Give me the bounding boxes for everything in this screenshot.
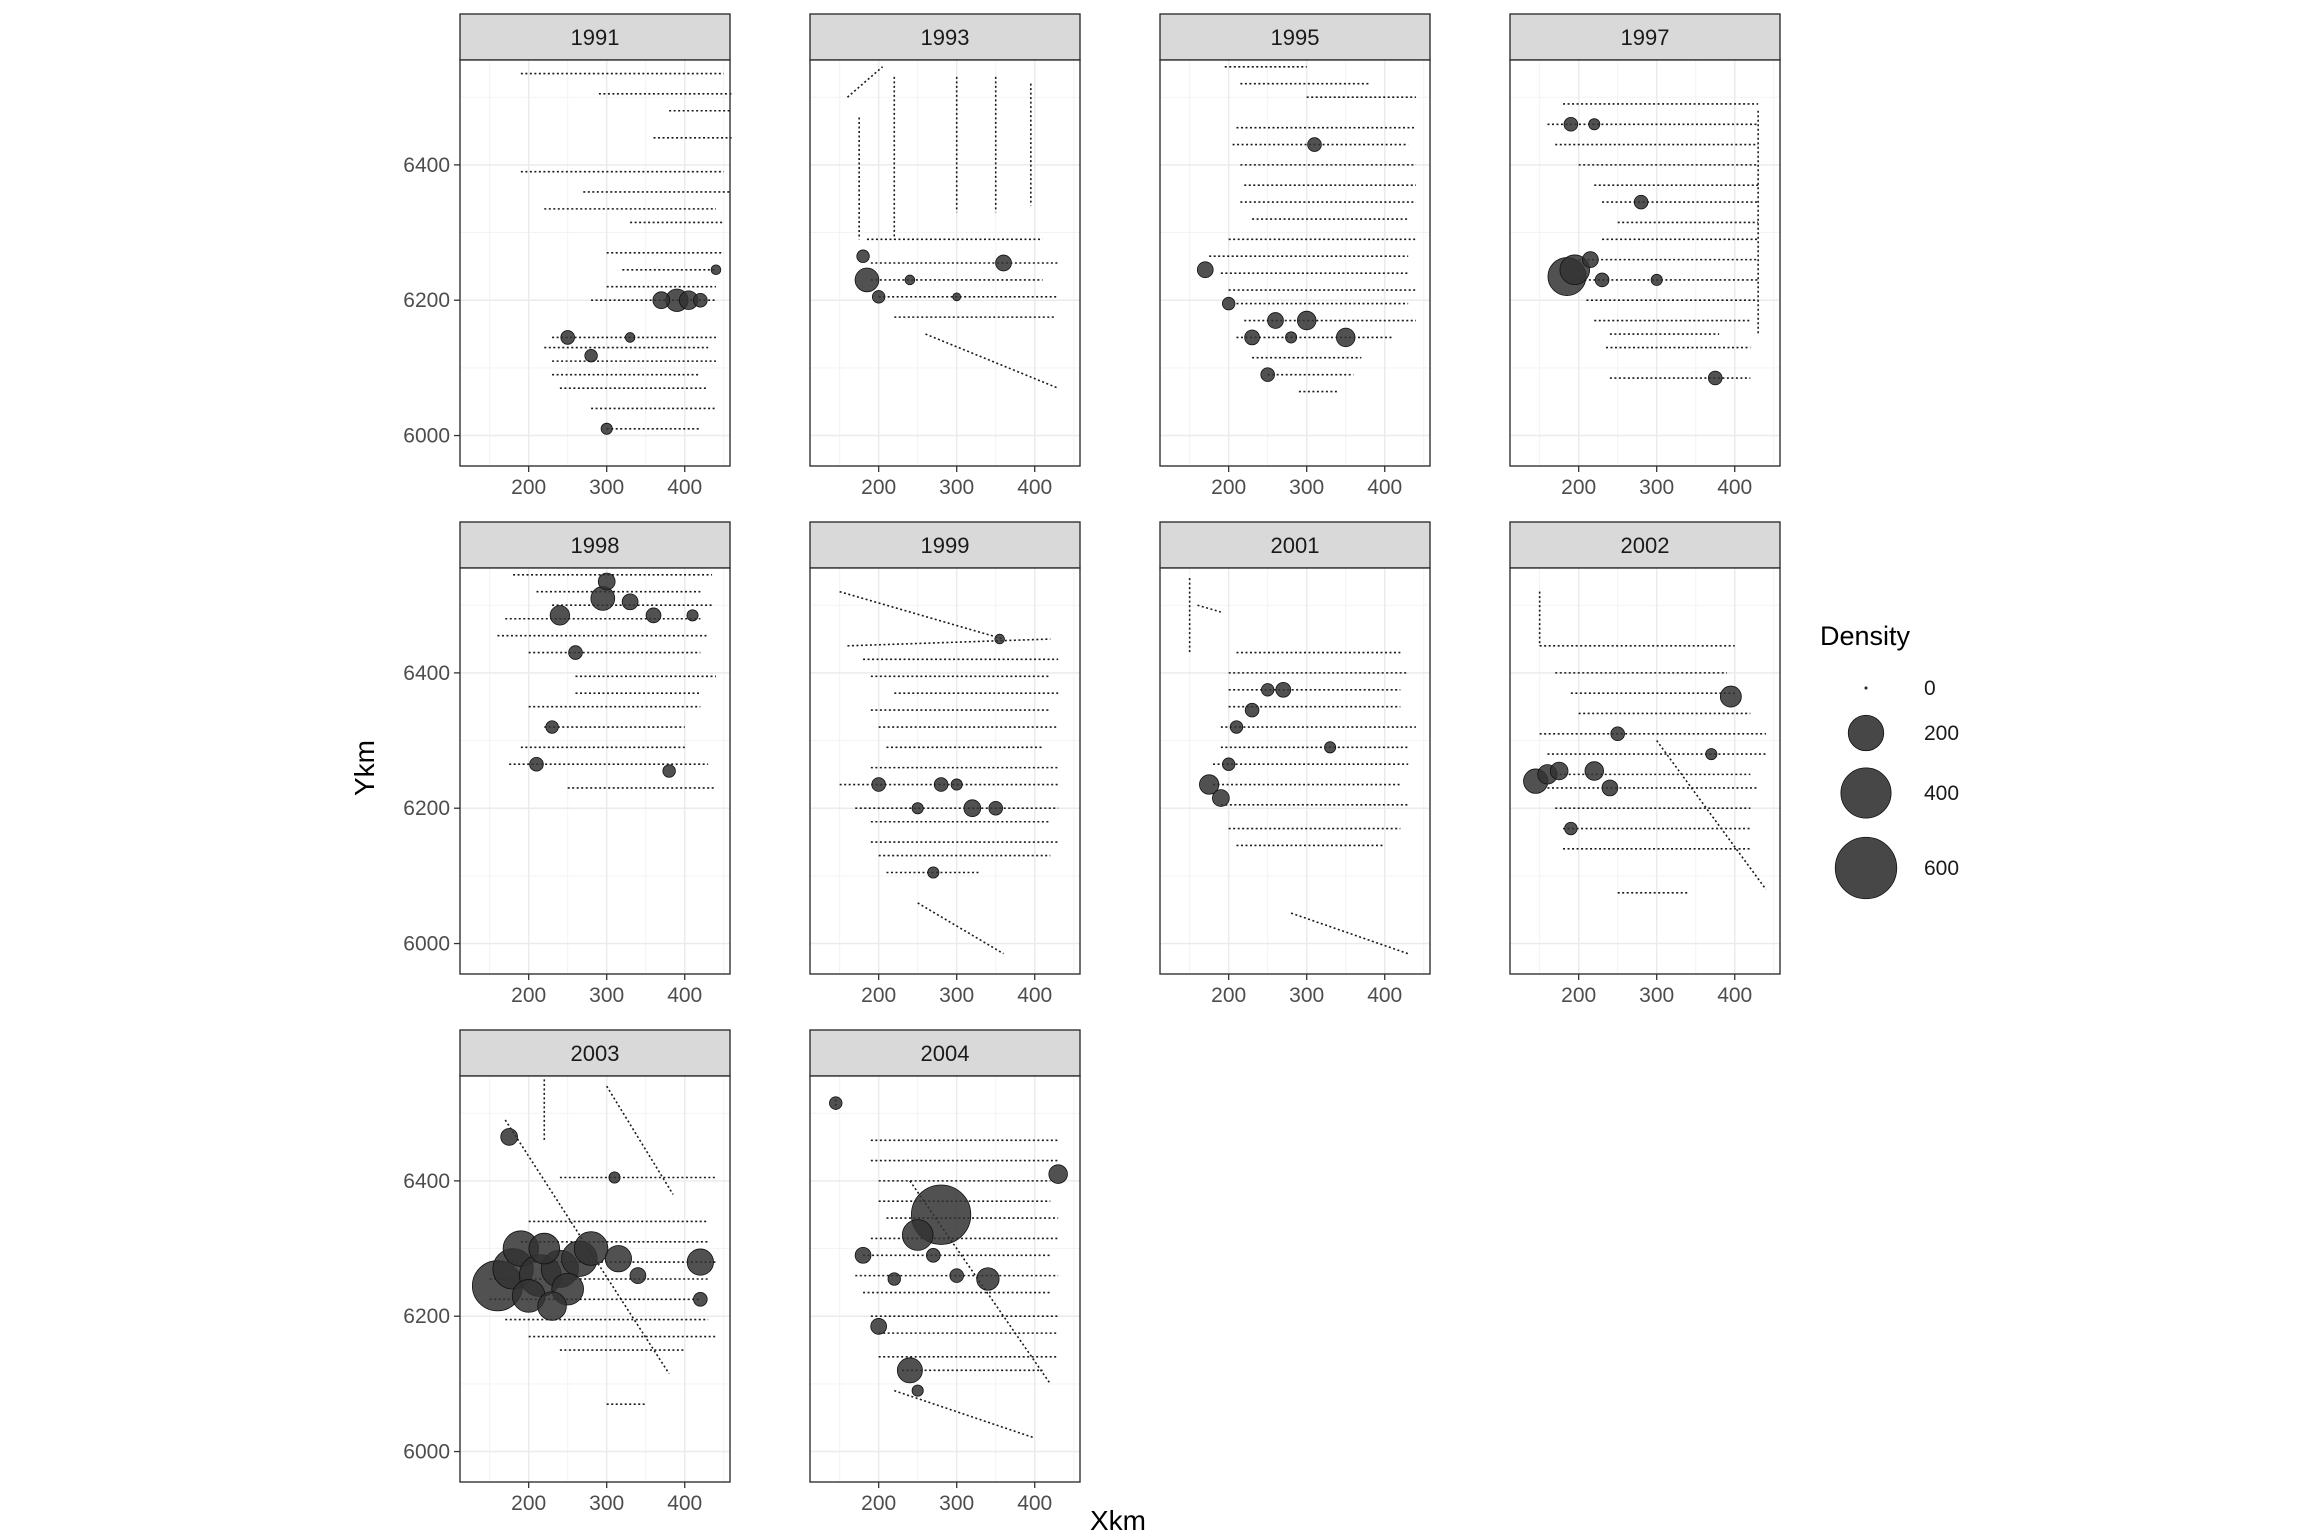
facet-panel-1997 (1510, 14, 1780, 499)
y-tick-label: 6400 (403, 1169, 450, 1193)
facet-panels (403, 14, 1780, 1515)
density-point (1230, 721, 1243, 734)
y-tick-label: 6200 (403, 797, 450, 821)
density-point (902, 1220, 933, 1251)
density-point (693, 293, 707, 307)
density-point (926, 1248, 940, 1262)
density-point (888, 1273, 901, 1286)
density-point (1634, 195, 1648, 209)
x-tick-label: 200 (1211, 476, 1247, 499)
density-point (855, 268, 879, 292)
density-point (550, 606, 569, 625)
x-tick-label: 300 (1289, 476, 1325, 499)
density-point (693, 1292, 707, 1306)
x-tick-label: 200 (1211, 984, 1247, 1007)
density-point (546, 721, 559, 734)
x-tick-label: 200 (1561, 476, 1597, 499)
density-point (646, 608, 661, 623)
facet-strip-label: 1999 (920, 533, 970, 558)
density-point (934, 778, 948, 792)
legend-key-label: 400 (1924, 782, 1960, 805)
density-point (574, 1232, 608, 1266)
facet-panel-1993 (810, 14, 1080, 499)
density-point (872, 778, 886, 792)
density-point (687, 1249, 713, 1275)
x-tick-label: 300 (939, 476, 975, 499)
density-point (601, 423, 612, 434)
density-point (711, 265, 721, 275)
density-point (1720, 686, 1741, 707)
x-tick-label: 400 (1717, 476, 1753, 499)
x-tick-label: 300 (1639, 984, 1675, 1007)
x-tick-label: 200 (511, 1492, 547, 1515)
density-point (630, 1268, 646, 1284)
x-tick-label: 300 (589, 1492, 625, 1515)
density-point (1706, 748, 1717, 759)
density-point (569, 646, 583, 660)
x-tick-label: 400 (1367, 984, 1403, 1007)
density-point (1325, 742, 1336, 753)
x-tick-label: 400 (1367, 476, 1403, 499)
density-point (1565, 822, 1578, 835)
density-point (928, 867, 939, 878)
density-point (1550, 762, 1568, 780)
legend (1820, 621, 1959, 899)
density-point (950, 1269, 964, 1283)
density-point (1276, 682, 1291, 697)
x-tick-label: 400 (1717, 984, 1753, 1007)
density-point (872, 291, 885, 304)
density-point (912, 1385, 923, 1396)
density-point (625, 333, 635, 343)
legend-key-point (1835, 837, 1896, 898)
facet-panel-1991 (403, 14, 731, 499)
facet-strip-label: 2004 (920, 1041, 970, 1066)
density-point (1336, 328, 1355, 347)
x-tick-label: 300 (939, 984, 975, 1007)
density-point (1261, 368, 1275, 382)
density-point (1245, 703, 1259, 717)
density-point (591, 587, 615, 611)
legend-key-label: 200 (1924, 722, 1960, 745)
x-tick-label: 300 (589, 984, 625, 1007)
panel-background (1510, 60, 1780, 466)
x-tick-label: 200 (861, 1492, 897, 1515)
facet-panel-2003 (403, 1030, 730, 1515)
legend-key-point (1848, 715, 1884, 751)
density-point (622, 594, 638, 610)
panel-background (460, 568, 730, 974)
density-point (1308, 138, 1322, 152)
density-point (1285, 332, 1296, 343)
density-point (977, 1268, 999, 1290)
density-point (598, 573, 615, 590)
x-tick-label: 200 (511, 476, 547, 499)
facet-strip-label: 2003 (570, 1041, 620, 1066)
density-point (1611, 727, 1625, 741)
y-tick-label: 6000 (403, 1440, 450, 1464)
density-point (996, 255, 1012, 271)
facet-strip-label: 2001 (1270, 533, 1320, 558)
facet-strip-label: 1998 (570, 533, 620, 558)
legend-keys (1835, 677, 1959, 899)
density-point (995, 634, 1005, 644)
legend-title: Density (1820, 621, 1911, 651)
x-tick-label: 200 (861, 984, 897, 1007)
density-point (912, 803, 923, 814)
density-point (897, 1358, 922, 1383)
density-point (1589, 119, 1600, 130)
legend-key-label: 600 (1924, 857, 1960, 880)
density-point (1651, 274, 1662, 285)
y-tick-label: 6200 (403, 1305, 450, 1329)
density-point (1268, 313, 1284, 329)
density-point (1261, 684, 1274, 697)
facet-strip-label: 1995 (1270, 25, 1320, 50)
density-point (1602, 780, 1618, 796)
density-point (953, 293, 961, 301)
x-tick-label: 200 (511, 984, 547, 1007)
density-point (964, 800, 981, 817)
density-point (1582, 252, 1598, 268)
facet-panel-2002 (1510, 522, 1780, 1007)
x-tick-label: 300 (939, 1492, 975, 1515)
density-point (1708, 371, 1722, 385)
x-tick-label: 400 (667, 984, 703, 1007)
density-point (605, 1246, 631, 1272)
panel-background (810, 568, 1080, 974)
density-point (871, 1318, 887, 1334)
facet-panel-2004 (810, 1030, 1080, 1515)
facet-panel-2001 (1160, 522, 1430, 1007)
density-point (1564, 117, 1578, 131)
density-point (905, 275, 915, 285)
x-tick-label: 400 (667, 476, 703, 499)
density-point (1222, 297, 1235, 310)
panel-background (460, 60, 730, 466)
density-point (1222, 758, 1235, 771)
density-point (1049, 1165, 1068, 1184)
density-point (585, 349, 598, 362)
x-tick-label: 200 (1561, 984, 1597, 1007)
y-tick-label: 6000 (403, 424, 450, 448)
density-point (829, 1097, 842, 1110)
density-point (855, 1247, 871, 1263)
density-point (529, 1233, 560, 1264)
density-point (857, 250, 870, 263)
density-point (1245, 330, 1260, 345)
x-tick-label: 400 (667, 1492, 703, 1515)
facet-strip-label: 1997 (1620, 25, 1670, 50)
facet-strip-label: 1991 (570, 25, 620, 50)
y-tick-label: 6400 (403, 661, 450, 685)
density-point (1197, 262, 1213, 278)
y-tick-label: 6400 (403, 153, 450, 177)
density-point (1297, 311, 1316, 330)
panel-background (810, 60, 1080, 466)
density-point (663, 765, 676, 778)
density-point (501, 1128, 518, 1145)
density-point (561, 331, 575, 345)
x-tick-label: 300 (1289, 984, 1325, 1007)
density-point (1212, 790, 1229, 807)
facet-panel-1995 (1160, 14, 1430, 499)
density-point (1595, 273, 1609, 287)
facet-panel-1998 (403, 522, 730, 1007)
facet-strip-label: 2002 (1620, 533, 1670, 558)
y-tick-label: 6200 (403, 289, 450, 313)
legend-key-point (1841, 768, 1891, 818)
x-tick-label: 400 (1017, 1492, 1053, 1515)
facet-strip-label: 1993 (920, 25, 970, 50)
facet-panel-1999 (810, 522, 1080, 1007)
density-point (609, 1172, 620, 1183)
y-tick-label: 6000 (403, 932, 450, 956)
panel-background (810, 1076, 1080, 1482)
x-tick-label: 300 (589, 476, 625, 499)
legend-key-point (1865, 687, 1867, 689)
density-point (951, 779, 962, 790)
x-axis-title: Xkm (1090, 1505, 1146, 1536)
panel-background (1160, 568, 1430, 974)
density-point (538, 1292, 567, 1321)
density-point (530, 757, 544, 771)
legend-key-label: 0 (1924, 677, 1936, 700)
density-point (989, 801, 1003, 815)
x-tick-label: 200 (861, 476, 897, 499)
x-tick-label: 300 (1639, 476, 1675, 499)
density-point (687, 610, 698, 621)
x-tick-label: 400 (1017, 476, 1053, 499)
x-tick-label: 400 (1017, 984, 1053, 1007)
y-axis-title: Ykm (349, 740, 380, 796)
density-point (1585, 762, 1604, 781)
density-point (653, 292, 670, 309)
